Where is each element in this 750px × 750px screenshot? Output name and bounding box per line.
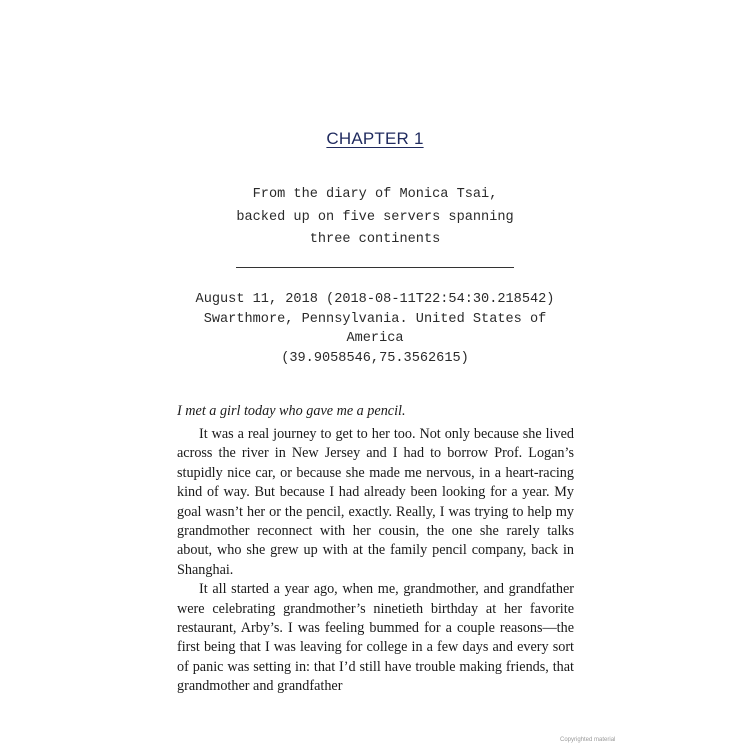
copyright-notice: Copyrighted material: [560, 737, 616, 743]
chapter-heading: [0, 129, 750, 149]
epigraph: [0, 184, 750, 252]
dateline-line: Swarthmore, Pennsylvania. United States of: [203, 311, 547, 327]
body-text: [177, 403, 574, 697]
dateline-line: America: [346, 331, 404, 346]
epigraph-line: From the diary of Monica Tsai,: [252, 187, 498, 202]
epigraph-line: backed up on five servers spanning: [236, 209, 514, 225]
dateline-line: (39.9058546,75.3562615): [281, 350, 469, 366]
body-paragraph: It was a real journey to get to her too. Not only because she lived across the river in New Jersey and I had to borrow Prof. Logan’s stupidly nice car, or because she made me nervous, in a heart-racing kind of way. But because I had already been looking for a year. My goal wasn’t her or the pencil, exactly. Really, I was trying to help my grandmother reconnect with her cousin, the one she rarely talks about, who she grew up with at the family pencil company, back in Shanghai.: [177, 426, 574, 578]
chapter-title: CHAPTER 1: [326, 129, 424, 148]
body-paragraph: It all started a year ago, when me, grandmother, and grandfather were celebrating grandmother’s ninetieth birthday at her favorite restaurant, Arby’s. I was feeling bummed for a couple reasons—the first being that I was leaving for college in a few days and every sort of panic was setting in: that I’d still have trouble making friends, that grandmother and grandfather: [177, 581, 574, 695]
dateline: [0, 290, 750, 368]
dateline-line: August 11, 2018 (2018-08-11T22:54:30.218542): [195, 292, 555, 307]
opening-line: I met a girl today who gave me a pencil.: [177, 403, 406, 419]
separator-rule: [236, 267, 514, 268]
epigraph-line: three continents: [309, 232, 441, 247]
